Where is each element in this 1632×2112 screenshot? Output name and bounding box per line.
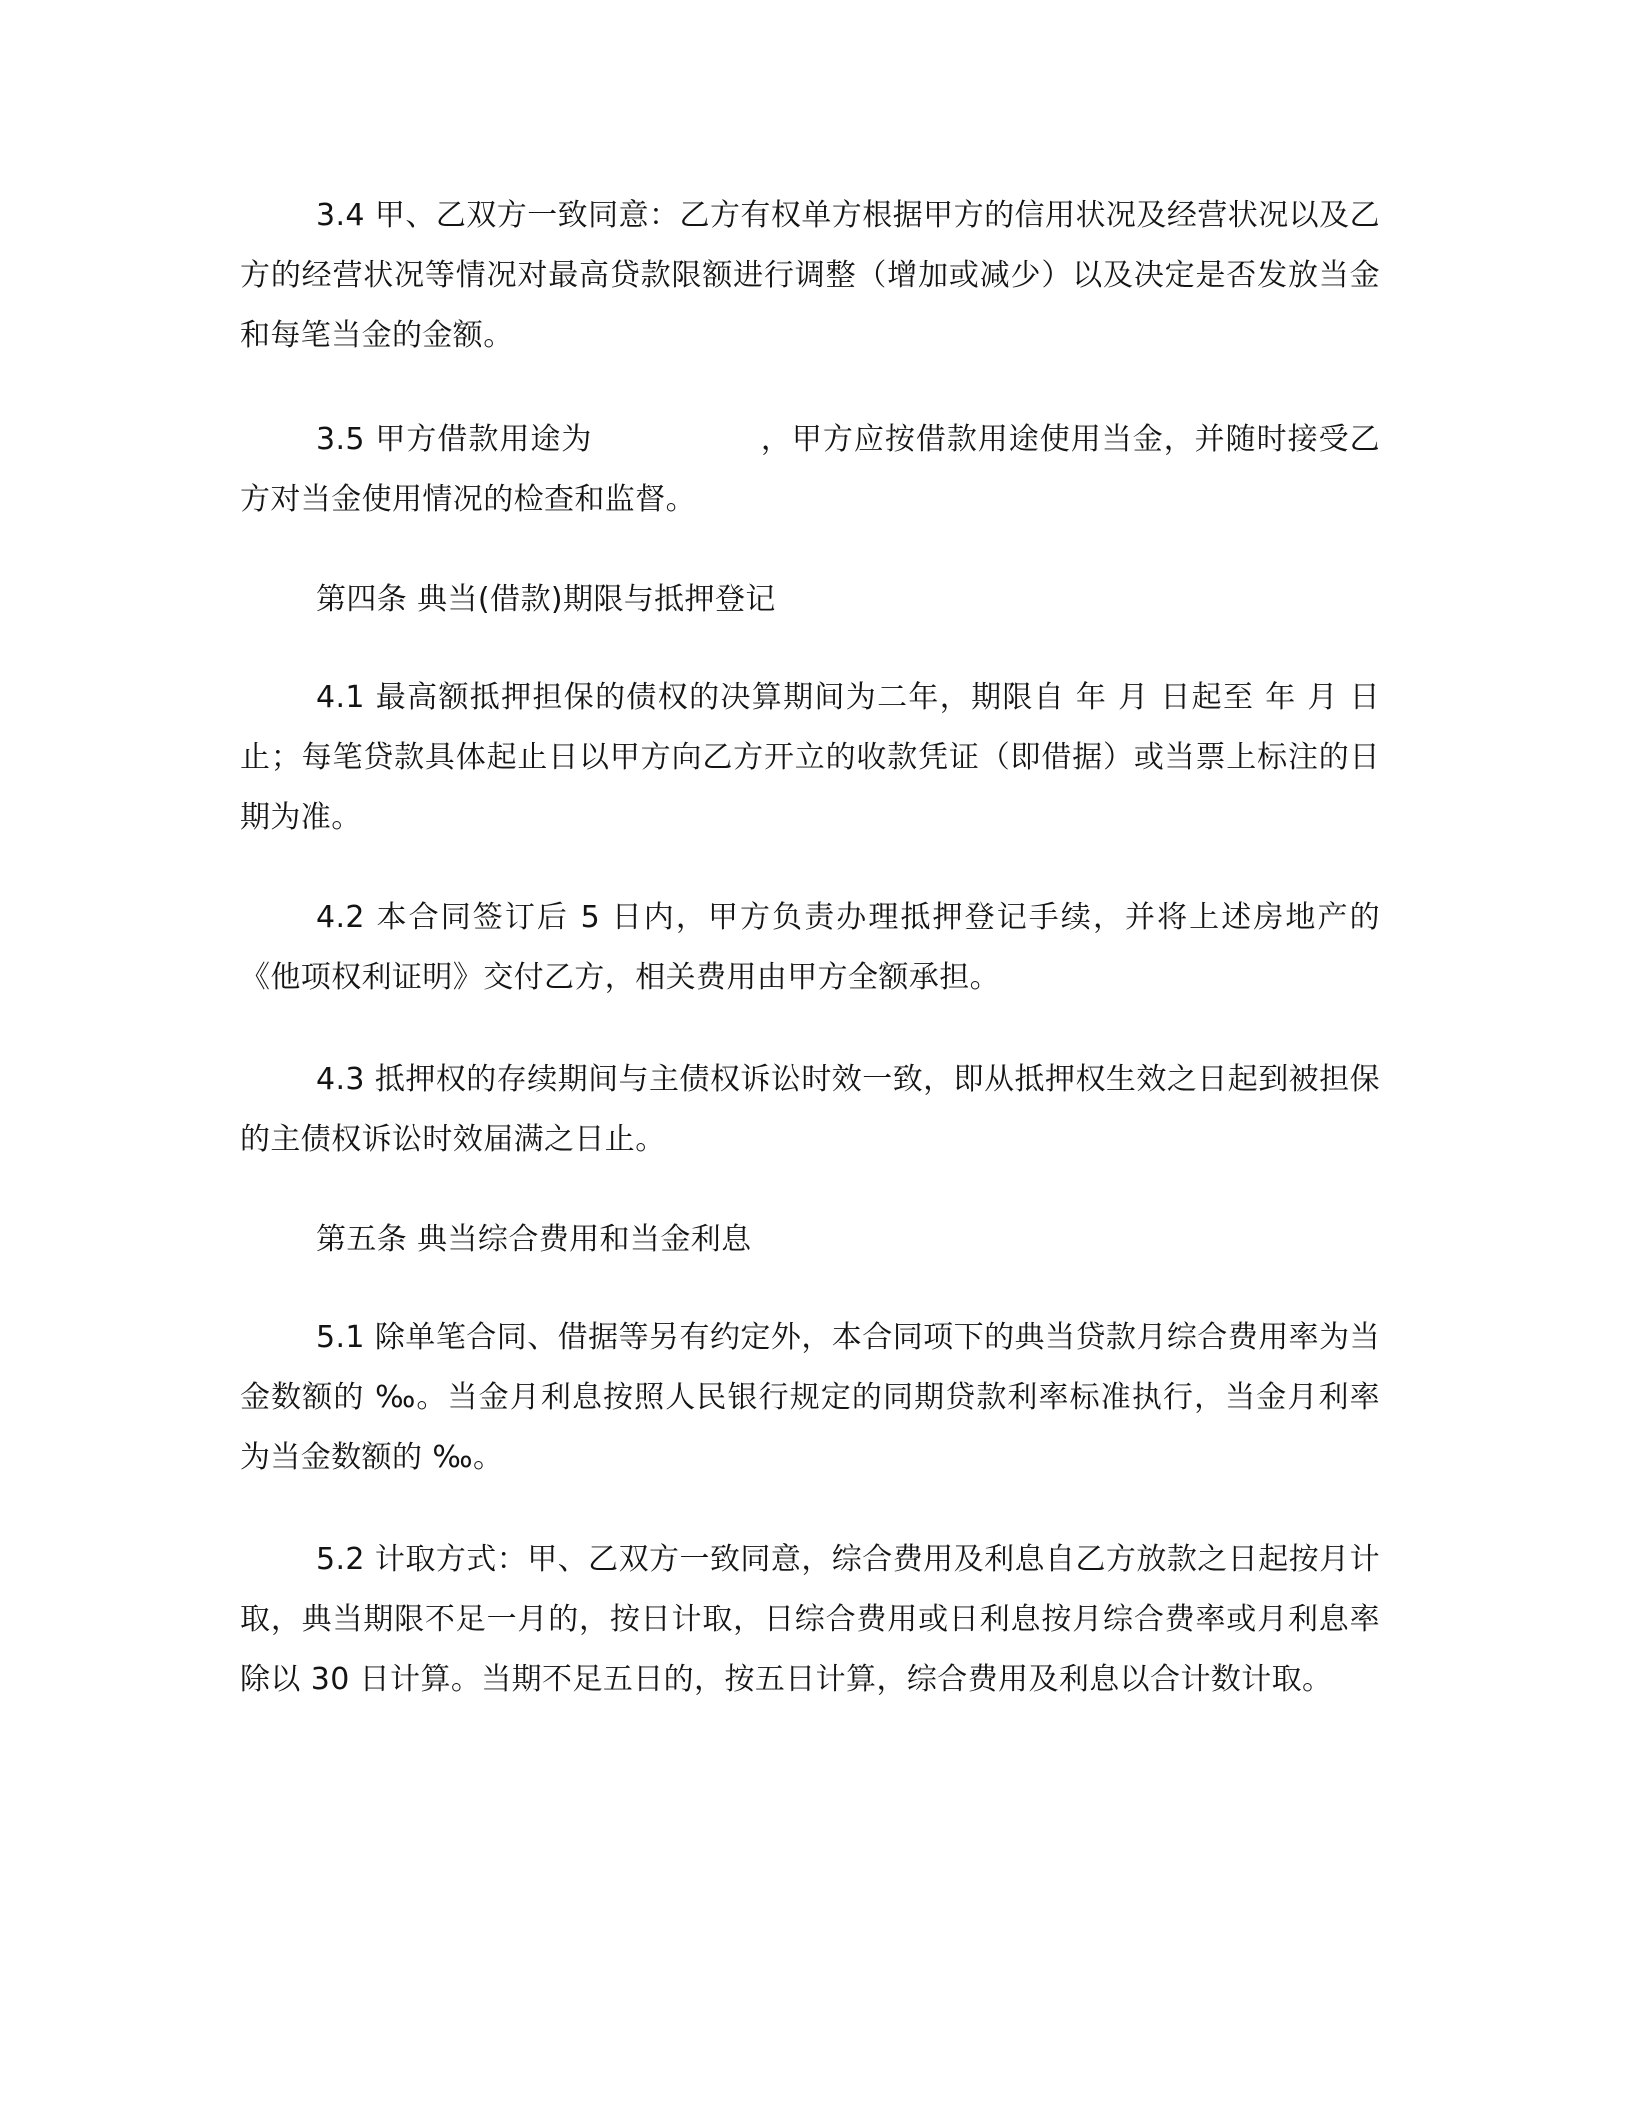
- document-page: [240, 186, 1380, 1710]
- article-4-heading: 第四条 典当(借款)期限与抵押登记: [316, 582, 776, 617]
- clause-5-2: 5.2 计取方式：甲、乙双方一致同意，综合费用及利息自乙方放款之日起按月计取，典当期限不足一月的，按日计取，日综合费用或日利息按月综合费率或月利息率除以 30 日计算。当期不足五日的，按五日计算，综合费用及利息以合计数计取。: [240, 1542, 1380, 1697]
- article-5-heading: 第五条 典当综合费用和当金利息: [316, 1222, 752, 1257]
- clause-3-5-rest: ，甲方应按借款用途使用当金，并随时接受乙方对当金使用情况的检查和监督。: [240, 422, 1381, 517]
- clause-3-4: 3.4 甲、乙双方一致同意：乙方有权单方根据甲方的信用状况及经营状况以及乙方的经营状况等情况对最高贷款限额进行调整（增加或减少）以及决定是否发放当金和每笔当金的金额。: [240, 198, 1380, 353]
- clause-3-5-lead: 3.5 甲方借款用途为: [316, 422, 593, 457]
- clause-4-2: 4.2 本合同签订后 5 日内，甲方负责办理抵押登记手续，并将上述房地产的《他项权利证明》交付乙方，相关费用由甲方全额承担。: [240, 900, 1380, 995]
- clause-4-1: 4.1 最高额抵押担保的债权的决算期间为二年，期限自 年 月 日起至 年 月 日止；每笔贷款具体起止日以甲方向乙方开立的收款凭证（即借据）或当票上标注的日期为准。: [240, 680, 1380, 835]
- clause-5-1: 5.1 除单笔合同、借据等另有约定外，本合同项下的典当贷款月综合费用率为当金数额的 ‰。当金月利息按照人民银行规定的同期贷款利率标准执行，当金月利率为当金数额的 ‰。: [240, 1320, 1380, 1475]
- clause-4-3: 4.3 抵押权的存续期间与主债权诉讼时效一致，即从抵押权生效之日起到被担保的主债权诉讼时效届满之日止。: [240, 1062, 1380, 1157]
- clause-3-5: [240, 410, 1380, 530]
